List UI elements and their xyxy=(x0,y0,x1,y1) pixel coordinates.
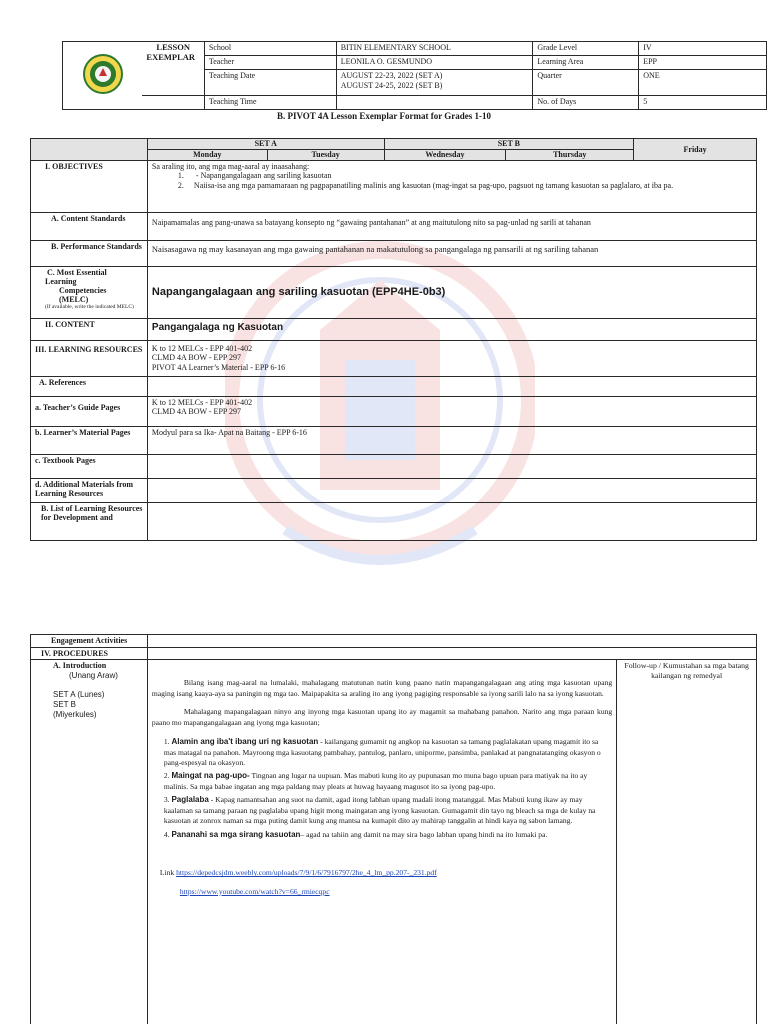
link-line xyxy=(160,868,612,878)
blank-cell xyxy=(142,96,204,110)
additional-materials-cell xyxy=(147,478,756,502)
lesson-line2: EXEMPLAR xyxy=(146,51,196,62)
grade-level-key: Grade Level xyxy=(533,42,639,56)
learning-resources-label: III. LEARNING RESOURCES xyxy=(31,340,148,376)
lesson-plan-table xyxy=(30,138,757,541)
youtube-video-link[interactable]: https://www.youtube.com/watch?v=66_rmiecqpc xyxy=(179,886,330,896)
performance-standards-text: Naisasagawa ng may kasanayan ang mga gawaing pantahanan na makatutulong sa pangangalaga ng pansarili at ng sariling tahanan xyxy=(147,240,756,266)
list-resources-label: B. List of Learning Resources for Development and xyxy=(31,502,148,540)
teacher-key: Teacher xyxy=(204,56,336,70)
link-label: Link xyxy=(159,868,175,878)
lesson-line1: LESSON xyxy=(156,42,190,52)
deped-seal-icon xyxy=(83,54,123,94)
item-term: Paglalaba xyxy=(171,795,209,805)
no-of-days-key: No. of Days xyxy=(533,96,639,110)
teacher-value: LEONILA O. GESMUNDO xyxy=(336,56,533,70)
video-link-line xyxy=(180,887,612,897)
module-pdf-link[interactable]: https://depedcsjdm.weebly.com/uploads/7/9/1/6/7916797/2he_4_lm_pp.207-_231.pdf xyxy=(176,868,437,878)
teachers-guide-label: a. Teacher’s Guide Pages xyxy=(31,396,148,426)
item-text: Tingnan ang lugar na uupuan. Mas mabuti kung ito ay pupunasan mo muna bago upuan para matiyak na ito ay malinis. Sa mga babae ingatan ang mga paldang may pleats at huwag hayaang magusot ito sa iyong pag-upo. xyxy=(163,771,588,791)
care-method-item xyxy=(164,770,612,792)
grade-level-value: IV xyxy=(639,42,767,56)
procedures-cell xyxy=(147,647,756,660)
objective-item-1-text: - Napangangalagaan ang sariling kasuotan xyxy=(195,171,332,181)
set-a-header: SET A xyxy=(147,139,384,150)
set-b-day: (Miyerkules) xyxy=(53,709,97,719)
intro-paragraph-1: Bilang isang mag-aaral na lumalaki, mahalagang matutunan natin kung paano natin mapangangalagaan ang ating mga kasuotan upang maging isang kaaya-aya sa paningin ng mga tao. Maipapakita sa araling ito ang iyong pagiging responsable sa iyong sarili lalo na sa iyong kasuotan. xyxy=(151,678,613,698)
content-standards-label: A. Content Standards xyxy=(31,212,148,240)
introduction-day: (Unang Araw) xyxy=(69,670,118,680)
procedures-label: IV. PROCEDURES xyxy=(31,647,148,660)
learners-material-label: b. Learner’s Material Pages xyxy=(31,426,148,454)
introduction-label-cell xyxy=(31,660,148,1024)
melc-label-1: C. Most Essential xyxy=(47,267,107,277)
item-number: 2. xyxy=(163,771,170,781)
care-method-item xyxy=(164,736,612,768)
learning-resources-line-1: K to 12 MELCs - EPP 401-402 xyxy=(151,343,253,353)
teachers-guide-line-1: K to 12 MELCs - EPP 401-402 xyxy=(151,397,253,407)
school-value: BITIN ELEMENTARY SCHOOL xyxy=(336,42,533,56)
quarter-key: Quarter xyxy=(533,70,639,96)
teachers-guide-line-2: CLMD 4A BOW - EPP 297 xyxy=(151,407,242,417)
procedures-table xyxy=(30,634,757,1024)
format-subtitle: B. PIVOT 4A Lesson Exemplar Format for Grades 1-10 xyxy=(276,111,492,121)
teaching-date-value xyxy=(336,70,533,96)
blank-header-cell xyxy=(31,149,148,160)
item-term: Pananahi sa mga sirang kasuotan xyxy=(171,829,301,839)
introduction-body xyxy=(147,660,616,1024)
care-method-item xyxy=(164,794,612,826)
melc-label-4: (MELC) xyxy=(59,295,89,305)
objective-item-2-text: Naiisa-isa ang mga pamamaraan ng pagpapanatiling malinis ang kasuotan (mag-ingat sa pag-upo, pagsuot ng tamang kasuotan sa paglalaro, at iba pa. xyxy=(193,180,674,190)
learning-area-key: Learning Area xyxy=(533,56,639,70)
set-b-label: SET B xyxy=(53,699,76,709)
references-cell xyxy=(147,376,756,396)
melc-label xyxy=(31,266,148,318)
teachers-guide-cell xyxy=(147,396,756,426)
item-text: - kailangang gumamit ng angkop na kasuotan sa tamang paglalakatan upang magamit ito sa mas matagal na panahon. Mayroong mga kasuotang pambahay, pantulog, panlaro, uniporme, pansimba, panlakad at pangnatatanging okasyon o pang-espesyal na okasyon. xyxy=(163,737,601,767)
school-key: School xyxy=(204,42,336,56)
teaching-time-key: Teaching Time xyxy=(204,96,336,110)
item-number: 1. xyxy=(163,737,170,747)
textbook-cell xyxy=(147,454,756,478)
engagement-activities-label: Engagement Activities xyxy=(31,635,148,648)
friday-header: Friday xyxy=(634,139,757,161)
objective-item-2: 2. Naiisa-isa ang mga pamamaraan ng pagpapanatiling malinis ang kasuotan (mag-ingat sa pag-upo, pagsuot ng tamang kasuotan sa paglalaro, at iba pa. xyxy=(177,180,674,190)
learners-material-text: Modyul para sa Ika- Apat na Baitang - EPP 6-16 xyxy=(147,426,756,454)
additional-materials-label: d. Additional Materials from Learning Resources xyxy=(31,478,148,502)
no-of-days-value: 5 xyxy=(639,96,767,110)
objectives-cell xyxy=(147,160,756,212)
monday-header: Monday xyxy=(147,149,267,160)
care-methods-list xyxy=(164,736,612,840)
melc-text: Napangangalagaan ang sariling kasuotan (EPP4HE-0b3) xyxy=(147,266,756,318)
engagement-activities-cell xyxy=(147,635,756,648)
teaching-date-key: Teaching Date xyxy=(204,70,336,96)
item-number: 4. xyxy=(163,829,170,839)
learning-resources-cell xyxy=(147,340,756,376)
teaching-date-set-a: AUGUST 22-23, 2022 (SET A) xyxy=(340,71,443,80)
blank-header-cell xyxy=(31,139,148,150)
learning-resources-line-3: PIVOT 4A Learner’s Material - EPP 6-16 xyxy=(151,362,286,372)
item-number: 3. xyxy=(163,795,170,805)
objectives-intro: Sa araling ito, ang mga mag-aaral ay inaasahang: xyxy=(151,161,310,171)
header-table xyxy=(62,41,767,110)
intro-paragraph-2: Mahalagang mapangalagaan ninyo ang inyong mga kasuotan upang ito ay magamit sa mahabang panahon. Narito ang mga paraan kung paano mo mapangangalagaan ang iyong mga kasuotan; xyxy=(151,707,613,727)
care-method-item xyxy=(164,829,612,840)
set-a-label: SET A (Lunes) xyxy=(53,690,105,700)
wednesday-header: Wednesday xyxy=(384,149,506,160)
school-logo xyxy=(63,42,143,110)
item-text: - Kapag namantsahan ang suot na damit, agad itong labhan upang madali itong matanggal. Mas Mabuti kung ikaw ay may kaalaman sa tamang paraan ng paglalaba upang higit mong maingatan ang iyong kasuotan. Gumagamit din tayo ng bleach sa mga de kulay na kasuotan at zonrox naman sa mga puting damit kung ang mantsa na kumapit dito ay mahirap tanggalin at hindi kaya ng sabon lamang. xyxy=(163,795,596,826)
introduction-title: A. Introduction xyxy=(53,661,107,671)
melc-label-3: Competencies xyxy=(59,285,107,295)
objective-item-1: 1. - Napangangalagaan ang sariling kasuotan xyxy=(177,171,332,181)
set-b-header: SET B xyxy=(384,139,634,150)
melc-note: (If available, write the indicated MELC) xyxy=(45,304,134,311)
tuesday-header: Tuesday xyxy=(267,149,384,160)
thursday-header: Thursday xyxy=(506,149,634,160)
teaching-date-set-b: AUGUST 24-25, 2022 (SET B) xyxy=(340,80,443,90)
melc-label-2: Learning xyxy=(45,276,77,286)
textbook-label: c. Textbook Pages xyxy=(31,454,148,478)
content-label: II. CONTENT xyxy=(31,318,148,340)
references-label: A. References xyxy=(31,376,148,396)
learning-area-value: EPP xyxy=(639,56,767,70)
item-term: Maingat na pag-upo- xyxy=(171,771,250,781)
item-term: Alamin ang iba't ibang uri ng kasuotan xyxy=(171,737,319,747)
content-text: Pangangalaga ng Kasuotan xyxy=(147,318,756,340)
content-standards-text: Naipamamalas ang pang-unawa sa batayang konsepto ng “gawaing pantahanan” at ang maitutulong nito sa pag-unlad ng sarili at tahanan xyxy=(147,212,756,240)
learning-resources-line-2: CLMD 4A BOW - EPP 297 xyxy=(151,353,242,363)
teaching-time-value xyxy=(336,96,533,110)
lesson-exemplar-title xyxy=(142,42,204,96)
follow-up-cell: Follow-up / Kumustahan sa mga batang kailangan ng remedyal xyxy=(617,660,757,1024)
performance-standards-label: B. Performance Standards xyxy=(31,240,148,266)
objectives-label: I. OBJECTIVES xyxy=(31,160,148,212)
quarter-value: ONE xyxy=(639,70,767,96)
list-resources-cell xyxy=(147,502,756,540)
item-text: – agad na tahiin ang damit na may sira bago labhan upang hindi na ito lumaki pa. xyxy=(300,829,548,839)
